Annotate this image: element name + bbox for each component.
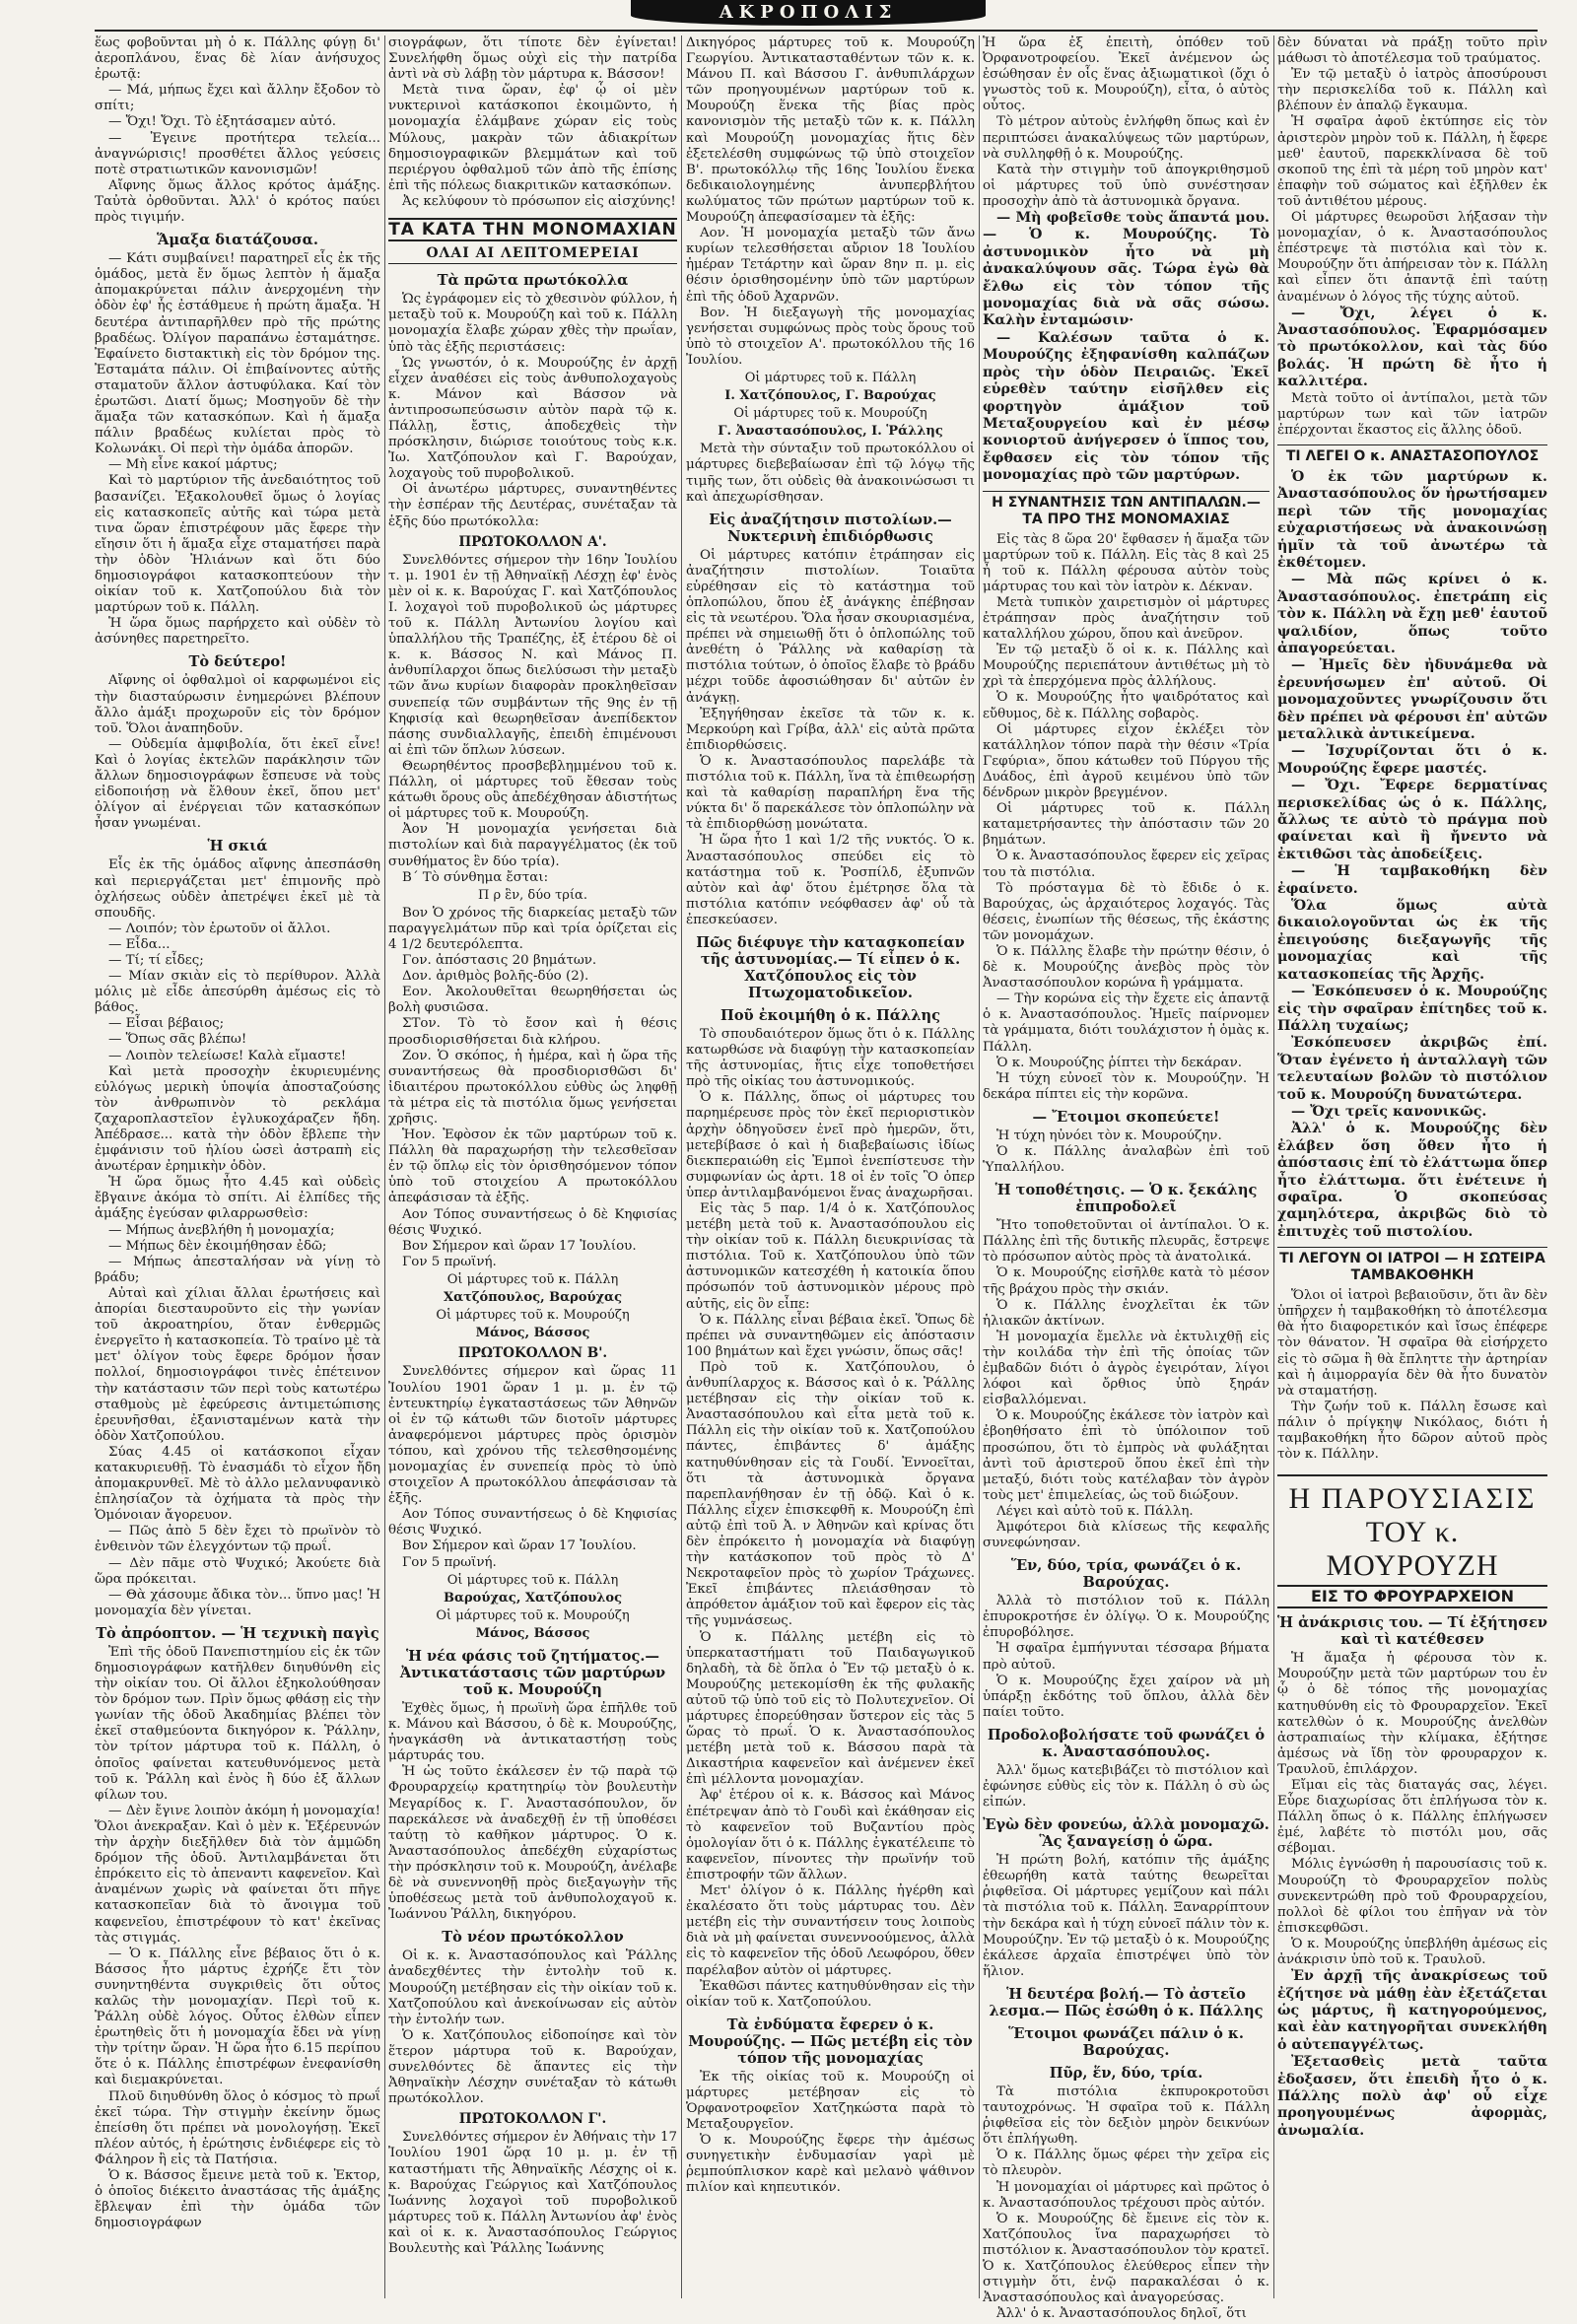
paragraph: — Ὄχι τρεῖς κανονικῶς.: [1291, 1103, 1487, 1120]
paragraph: Ἐπὶ τῆς ὁδοῦ Πανεπιστημίου εἰς ἐκ τῶν δημοσιογράφων κατῆλθεν διηυθύνθη εἰς τὴν οἰκίαν του. Οἱ ἄλλοι ἐξηκολούθησαν τὸν δρόμον των. Πρὶν ὅμως φθάσῃ εἰς τὴν γωνίαν τῆς ὁδοῦ Ἀκαδημίας βλέπει τὸν ἐκεῖ σταθμεύοντα δικηγόρον κ. Ῥάλλην, τὸν τρίτον μάρτυρα τοῦ κ. Πάλλη, ὁ ὁποῖος φαίνεται κατευθυνόμενος μετὰ τοῦ κ. Ῥάλλη καὶ ἑνὸς ἢ δύο ἐξ ἄλλων φίλων του.: [95, 1644, 380, 1803]
paragraph: Ὁ κ. Πάλλης ἐνοχλεῖται ἐκ τῶν ἡλιακῶν ἀκτίνων.: [983, 1297, 1269, 1329]
paragraph: Ἡ ὥρα ὅμως παρήρχετο καὶ οὐδὲν τὸ ἀσύνηθες παρετηρεῖτο.: [95, 616, 380, 648]
paragraph: Β΄ Τὸ σύνθημα ἔσται:: [402, 869, 549, 885]
paragraph: Οἱ μάρτυρες τοῦ κ. Πάλλη καταμετρήσαντες τὴν ἀπόστασιν τῶν 20 βημάτων.: [983, 801, 1269, 849]
paragraph: Ὡς ἐγράφομεν εἰς τὸ χθεσινὸν φύλλον, ἡ μεταξὺ τοῦ κ. Μουρούζη καὶ τοῦ κ. Πάλλη μονομαχία ἔλαβε χώραν χθὲς τὴν πρωΐαν, ὑπὸ τὰς ἑξῆς περιστάσεις:: [388, 292, 677, 355]
paragraph: Βον Σήμερον καὶ ὥραν 17 Ἰουλίου.: [402, 1538, 637, 1554]
section-heading: Ἕν, δύο, τρία, φωνάζει ὁ κ. Βαρούχας.: [1010, 1557, 1242, 1592]
paragraph: Ἐκ τῆς οἰκίας τοῦ κ. Μουρούζη οἱ μάρτυρες μετέβησαν εἰς τὸ Ὁρφανοτροφεῖον Χατζηκώστα παρὰ τὸ Μεταξουργεῖον.: [686, 2069, 975, 2133]
paragraph: — Μήπως δὲν ἐκοιμήθησαν ἐδῶ;: [108, 1238, 327, 1254]
paragraph: Συνελθόντες σήμερον τὴν 16ην Ἰουλίου τ. μ. 1901 ἐν τῇ Ἀθηναϊκῇ Λέσχῃ ἐφ' ἑνὸς μὲν οἱ κ. κ. Βαρούχας Γ. καὶ Χατζόπουλος Ι. λοχαγοὶ τοῦ πυροβολικοῦ ὡς μάρτυρες τοῦ κ. Πάλλη Ἀντωνίου λογίου καὶ ὑπαλλήλου τῆς Τραπέζης, ἐξ ἑτέρου δὲ οἱ κ. κ. Βάσσος Ν. καὶ Μάνος Π. ἀνθυπίλαρχοι ὅπως διελύσωσι τὴν μεταξὺ τῶν ἄνω κυρίων διαφορὰν προκληθεῖσαν συνεπείᾳ τῶν συμβάντων τῆς 9ης ἐν τῇ Κηφισίᾳ καὶ θεωρηθεῖσαν ἀνεπίδεκτον πάσης συνδιαλλαγῆς, ἐπειδὴ ἐπιμένουσι αἱ ἐπὶ τῶν ὅπλων λύσεων.: [388, 552, 677, 758]
signature-names: Ι. Χατζόπουλος, Γ. Βαρούχας: [724, 388, 936, 404]
signature-names: Γ. Ἀναστασόπουλος, Ι. Ῥάλλης: [718, 424, 943, 440]
paragraph: Ὁ κ. Μουρούζης ὑπεβλήθη ἀμέσως εἰς ἀνάκρισιν ὑπὸ τοῦ κ. Τραυλοῦ.: [1277, 1936, 1547, 1967]
paragraph: Ἡ ὡς τοῦτο ἐκάλεσεν ἐν τῷ παρὰ τῷ Φρουραρχείῳ κρατητηρίῳ τὸν βουλευτὴν Μεγαρίδος κ. Γ. Ἀναστασόπουλον, ὅν παρεκάλεσε νὰ ἀναδεχθῇ ἐν τῇ ὑποθέσει ταύτῃ τὸ καθῆκον μάρτυρος. Ὁ κ. Ἀναστασόπουλος ἀπεδέχθη εὐχαρίστως τὴν πρόσκλησιν τοῦ κ. Μουρούζη, ἀνέλαβε δὲ νὰ συνεννοηθῇ πρὸς διεξαγωγὴν τῆς ὑποθέσεως μετὰ τοῦ ἀνθυπολοχαγοῦ κ. Ἰωάννου Ῥάλλη, δικηγόρου.: [388, 1764, 677, 1923]
headline-line: Η ΠΑΡΟΥΣΙΑΣΙΣ: [1288, 1482, 1537, 1516]
paragraph: Πλοῦ διηυθύνθη ὅλος ὁ κόσμος τὸ πρωΐ ἐκεῖ τώρα. Τὴν στιγμὴν ἐκείνην ὅμως ἐπείσθη ὅτι πρέπει νὰ μονολογήσῃ. Ἐκεῖ πλέον αὐτός, ἡ ἐρώτησις ἐνδιέφερε εἰς τὸ Φάληρον ἢ εἰς τὰ Πατήσια.: [95, 2088, 380, 2167]
paragraph: Ὁ κ. Μουρούζης εἰσῆλθε κατὰ τὸ μέσον τῆς βράχου πρὸς τὴν σκιάν.: [983, 1265, 1269, 1297]
section-heading: Προδολοβολήσατε τοῦ φωνάζει ὁ κ. Ἀναστασόπουλος.: [987, 1726, 1266, 1760]
section-heading: Εἰς ἀναζήτησιν πιστολίων.— Νυκτερινὴ ἐπιδιόρθωσις: [709, 511, 952, 545]
paragraph: — Δὲν πᾶμε στὸ Ψυχικό; Ἀκούετε διὰ ὥρα πρόκειται.: [95, 1555, 380, 1587]
paragraph: Οἱ μάρτυρες θεωροῦσι λήξασαν τὴν μονομαχίαν, ὁ κ. Ἀναστασόπουλος ἐπέστρεψε τὰ πιστόλια καὶ τὸν κ. Μουρούζην ὅτι ἀπήρεισαν τὸν κ. Πάλλη καὶ εἶπεν ὅτι ἀπαντᾷ ἐπὶ ταύτῃ ἀναμένων ὁ λόγος τῆς τύχης αὐτοῦ.: [1277, 210, 1547, 305]
paragraph: Ἀλλ' ὁ κ. Ἀναστασόπουλος δηλοῖ, ὅτι: [996, 2306, 1247, 2322]
paragraph: Εἰς τὰς 8 ὥρα 20' ἔφθασεν ἡ ἅμαξα τῶν μαρτύρων τοῦ κ. Πάλλη. Εἰς τὰς 8 καὶ 25 ἦ τοῦ κ. Πάλλη φέρουσα αὐτὸν τοὺς μάρτυρας του καὶ τὸν ἰατρὸν κ. Δέκναν.: [983, 531, 1269, 594]
paragraph: ΣΤον. Τὸ τὸ ἔσον καὶ ἡ θέσις προσδιορισθήσεται διὰ κλήρου.: [388, 1016, 677, 1048]
paragraph: Οἱ μάρτυρες εἶχον ἐκλέξει τὸν κατάλληλον τόπον παρὰ τὴν θέσιν «Τρία Γεφύρια», ὅπου κάτωθεν τοῦ Πύργου τῆς Δυάδος, ἐπὶ ἀγροῦ κειμένου ὑπὸ τῶν δένδρων μικρὸν βρεγμένον.: [983, 721, 1269, 801]
signature-names: Χατζόπουλος, Βαρούχας: [444, 1290, 622, 1306]
paragraph: Ὁ κ. Πάλλης, ὅπως οἱ μάρτυρες του παρημέρευσε πρὸς τὸν ἐκεῖ περιοριστικὸν ἀρχὴν ὁδηγοῦσεν ἐνεῖ πρὸ ἡμερῶν, ὅτι, μετεβίβασε ὁ καὶ ἡ διαβεβαίωσις ἰδίως διεκπεραιώθη εἰς Ἐμποὶ ἐνεπίστευσε τὴν συμφωνίαν ὡς ἀρτι. 18 οἱ ἐν τοῖς Ὃ ὁπερ ὑπερ ἀντιλαμβανόμενοι ἕνας ἀναχωρῆσαι.: [686, 1090, 975, 1200]
paragraph: Πρὸ τοῦ κ. Χατζόπουλου, ὁ ἀνθυπίλαρχος κ. Βάσσος καὶ ὁ κ. Ῥάλλης μετέβησαν εἰς τὴν οἰκίαν τοῦ κ. Ἀναστασόπουλου καὶ εἶτα μετὰ τοῦ κ. Πάλλη εἰς τὴν οἰκίαν τοῦ κ. Χατζοπούλου πάντες, ἐπιβάντες δ' ἁμάξης κατηυθύνθησαν εἰς τὰ Γουδί. Ἐννοεῖται, ὅτι τὰ ἀστυνομικὰ ὄργανα παρεπλανήθησαν ἐν τῇ ὁδῷ. Καὶ ὁ κ. Πάλλης εἶχεν ἐπισκεφθῆ κ. Μουρούζη ἐπὶ αὐτῷ ἐπὶ τοῦ Ἀ. ν Ἀθηνῶν καὶ κρίνας ὅτι δὲν ἐπρόκειτο ἡ μονομαχία νὰ διαφύγῃ τὴν κατάσκοπον τοῦ πρὸς τὸ Δ' Νεκροταφεῖον πρὸς τὸ χωρίον Τράχωνες. Ἐκεῖ ἐπιβάντες πλειάσθησαν τὸ ἀπρόθετον ἁμάξιον τοῦ καὶ ἔφερον εἰς τὰς τῆς γυμνάσεως.: [686, 1359, 975, 1629]
signature-label: Οἱ μάρτυρες τοῦ κ. Πάλλη: [446, 1572, 619, 1588]
paragraph: Ἐν τῷ μεταξὺ ὅ οἱ κ. κ. Πάλλης καὶ Μουρούζης περιεπάτουν ἀντιθέτως μὴ τὸ χρὶ τὰ ἐπερχόμενα πρὸς ἀλλήλους.: [983, 643, 1269, 690]
paragraph: Δικηγόρος μάρτυρες τοῦ κ. Μουρούζη Γεωργίου. Ἀντικατασταθέντων τῶν κ. κ. Μάνου Π. καὶ Βάσσου Γ. ἀνθυπιλάρχων τῶν προηγουμένων μαρτύρων τοῦ κ. Μουρούζη ἕνεκα τῆς βίας πρὸς κανονισμὸν τῆς μεταξὺ τῶν κ. κ. Πάλλη καὶ Μουρούζη μονομαχίας ἥτις δὲν ἐξετελέσθη συμφώνως τῷ ὑπὸ στοιχεῖον Β'. πρωτοκόλλῳ τῆς 16ης Ἰουλίου ἕνεκα δεδικαιολογημένης ἀνυπερβλήτου κωλύματος τῶν πρώτων μαρτύρων τοῦ κ. Μουρούζη ἀπεφασίσαμεν τὰ ἑξῆς:: [686, 35, 975, 226]
paragraph: Μετὰ τοῦτο οἱ ἀντίπαλοι, μετὰ τῶν μαρτύρων των καὶ τῶν ἰατρῶν ἐπέρχονται ἕκαστος εἰς ἄλλης ὁδοῦ.: [1277, 390, 1547, 438]
paragraph: Ὁ κ. Χατζόπουλος εἰδοποίησε καὶ τὸν ἕτερον μάρτυρα τοῦ κ. Βαρούχαν, συνελθόντες δὲ ἅπαντες εἰς τὴν Ἀθηναϊκὴν Λέσχην συνέταξαν τὸ κάτωθι πρωτόκολλον.: [388, 2027, 677, 2107]
paragraph: Ἡ πρώτη βολή, κατόπιν τῆς ἁμάξης ἐθεωρήθη κατὰ ταύτης θεωρεῖται ῥιφθεῖσα. Οἱ μάρτυρες γεμίζουν καὶ πάλι τὰ πιστόλια τοῦ κ. Πάλλη. Ξαναρρίπτουν τὴν δεκάρα καὶ ἡ τύχη εὐνοεῖ πάλιν τὸν κ. Μουρούζην. Ἐν τῷ μεταξὺ ὁ κ. Μουρούζης ἐκάλεσε ἀρχαῖα ἐπιστρέψει ὑπὸ τὸν ἥλιον.: [983, 1853, 1269, 1979]
paragraph: — Καλέσων ταῦτα ὁ κ. Μουρούζης ἐξηφανίσθη καλπάζων πρὸς τὴν ὁδὸν Πειραιῶς. Ἐκεῖ εὑρεθὲν ταύτην εἰσῆλθεν εἰς φορτηγὸν ἁμάξιον τοῦ Μεταξουργείου καὶ ἐν μέσῳ κονιορτοῦ ἀνήγερσεν ὁ ἵππος του, ἔφθασεν εἰς τὸν τόπον τῆς μονομαχίας πρὸ τῶν μαρτύρων.: [983, 329, 1269, 484]
signature-label: Οἱ μάρτυρες τοῦ κ. Μουρούζη: [733, 406, 927, 422]
paragraph: Ὡς γνωστόν, ὁ κ. Μουρούζης ἐν ἀρχῇ εἶχεν ἀναθέσει εἰς τοὺς ἀνθυπολοχαγοὺς κ. Μάνον καὶ Βάσσον νὰ ἀντιπροσωπεύσωσιν αὐτὸν παρὰ τῷ κ. Πάλλῃ, ἔστις, ἀποδεχθεὶς τὴν πρόσκλησιν, διώρισε τοιούτους τοὺς κ.κ. Ἰω. Χατζόπουλον καὶ Γ. Βαρούχαν, λοχαγοὺς τοῦ πυροβολικοῦ.: [388, 355, 677, 482]
section-heading: Πῶς διέφυγε τὴν κατασκοπείαν τῆς ἀστυνομίας.— Τί εἶπεν ὁ κ. Χατζόπουλος εἰς τὸν Πτωχοματοδικεῖον.: [696, 933, 965, 1001]
headline-line: ΤΟΥ κ. ΜΟΥΡΟΥΖΗ: [1326, 1516, 1499, 1583]
paragraph: σιογράφων, ὅτι τίποτε δὲν ἐγίνεται! Συνελήφθη ὅμως οὐχὶ εἰς τὴν πατρίδα ἀντὶ νὰ σὺ λάβῃ τὸν μάρτυρα κ. Βάσσον!: [388, 35, 677, 83]
paragraph: Οἱ μάρτυρες κατόπιν ἐτράπησαν εἰς ἀναζήτησιν πιστολίων. Τοιαῦτα εὑρέθησαν εἰς τὸ κατάστημα τοῦ ὁπλοπώλου, ὅπου ἐξ ἀνάγκης ἐπέβησαν εἰς τὰ νεωτέρου. Ὅλα ἦσαν σκουριασμένα, πρέπει νὰ σημειωθῇ ὅτι ὁ ὁπλοπώλης τοῦ ἀνεθέτη ὁ Ῥάλλης νὰ καθαρίσῃ τὰ πιστόλια τούτων, ὁ ὁποῖος ἔλαβε τὸ βράδυ μέχρι τοῦδε ἀφοσιώθησαν δι' αὐτῶν ἐν ἀνάγκῃ.: [686, 547, 975, 706]
paragraph: Ἀς κελύφουν τὸ πρόσωπον εἰς αἰσχύνης!: [402, 193, 676, 209]
paragraph: — Λοιπόν; τὸν ἐρωτοῦν οἱ ἄλλοι.: [108, 921, 331, 936]
paragraph: Εἷς ἐκ τῆς ὁμάδος αἴφνης ἀπεσπάσθη καὶ περιεργάζεται μετ' ἐπιμονῆς πρὸ ὀχλήσεως οὐδὲν ἀπετρέψει ἐκεῖ μὲ τὰ σπουδῆς.: [95, 857, 380, 921]
paragraph: Ἐξετασθεὶς μετὰ ταῦτα ἐδοξασεν, ὅτι ἐπειδὴ ἦτο ὁ κ. Πάλλης πολὺ ἀφ' οὗ εἶχε προηγουμένως ἀφορμὰς, ἀνωμαλία.: [1277, 2054, 1547, 2139]
section-heading: ΤΙ ΛΕΓΕΙ Ο κ. ΑΝΑΣΤΑΣΟΠΟΥΛΟΣ: [1277, 444, 1547, 465]
paragraph: Ἡ μονομαχία ἔμελλε νὰ ἐκτυλιχθῇ εἰς τὴν κοιλάδα τὴν ἐπὶ τῆς ὁποίας τῶν ἐμβαδῶν διότι ὁ ἀγρὸς ἐγειρόταν, λίγοι λόφοι καὶ ὄρθιος ὑπὸ ξηράν εἰσβαλλόμεναι.: [983, 1329, 1269, 1408]
paragraph: Συνελθόντες σήμερον ἐν Ἀθήναις τὴν 17 Ἰουλίου 1901 ὥρᾳ 10 μ. μ. ἐν τῇ καταστήματι τῆς Ἀθηναϊκῆς Λέσχης οἱ κ. κ. Βαρούχας Γεώργιος καὶ Χατζόπουλος Ἰωάννης λοχαγοὶ τοῦ πυροβολικοῦ μάρτυρες τοῦ κ. Πάλλη Ἀντωνίου ἀφ' ἑνὸς καὶ οἱ κ. κ. Ἀναστασόπουλος Γεώργιος Βουλευτὴς καὶ Ῥάλλης Ἰωάννης: [388, 2130, 677, 2256]
paragraph: Ὁ κ. Πάλλης εἶναι βέβαια ἐκεῖ. Ὅπως δὲ πρέπει νὰ συναντηθῶμεν εἰς ἀπόστασιν 100 βημάτων καὶ ἔχει γνώσιν, ὅπως σᾶς!: [686, 1312, 975, 1359]
paragraph: Δον. ἀριθμὸς βολῆς-δύο (2).: [402, 969, 589, 985]
section-heading: Ἡ σκιά: [207, 838, 268, 855]
paragraph: Αον Τόπος συναντήσεως ὁ δὲ Κηφισίας θέσις Ψυχικό.: [388, 1206, 677, 1238]
paragraph: — Μά, μήπως ἔχει καὶ ἄλλην ἔξοδον τὸ σπίτι;: [95, 83, 380, 114]
section-heading: Τὰ ἐνδύματα ἔφερεν ὁ κ. Μουρούζης. — Πῶς μετέβη εἰς τὸν τόπον τῆς μονομαχίας: [688, 2016, 973, 2067]
paragraph: Ζον. Ὁ σκόπος, ἡ ἡμέρα, καὶ ἡ ὥρα τῆς συναντήσεως θὰ προσδιορισθῶσι δι' ἰδιαιτέρου πρωτοκόλλου εὐθὺς ὡς ληφθῇ τὰ μέτρα εἰς τὰ πιστόλια ὅμως γενήσεται χρῆσις.: [388, 1048, 677, 1127]
paragraph: Θεωρηθέντος προσβεβλημμένου τοῦ κ. Πάλλη, οἱ μάρτυρες τοῦ ἔθεσαν τοὺς κάτωθι ὅρους οὓς ἀπεδέχθησαν ἀδιστήτως οἱ μάρτυρες τοῦ κ. Μουρούζη.: [388, 758, 677, 822]
paragraph: Ὅλα ὅμως αὐτὰ δικαιολογοῦνται ὡς ἐκ τῆς ἐπειγούσης διεξαγωγῆς τῆς μονομαχίας καὶ τῆς κατασκοπείας τῆς Ἀρχῆς.: [1277, 898, 1547, 983]
paragraph: Ἐσκόπευσεν ἀκριβῶς ἐπί. Ὅταν ἐγένετο ἡ ἀνταλλαγὴ τῶν τελευταίων βολῶν τὸ πιστόλιον τοῦ κ. Μουρούζη δυνατώτερα.: [1277, 1035, 1547, 1103]
paragraph: — Μὴ εἶνε κακοί μάρτυς;: [108, 457, 278, 473]
paragraph: Οἱ ἀνωτέρω μάρτυρες, συναντηθέντες τὴν ἑσπέραν τῆς Δευτέρας, συνέταξαν τὰ ἑξῆς δύο πρωτόκολλα:: [388, 482, 677, 529]
signature-label: Οἱ μάρτυρες τοῦ κ. Μουρούζη: [436, 1607, 630, 1623]
paragraph: Ἀλλ' ὅμως κατεβιβάζει τὸ πιστόλιον καὶ ἐφώνησε εὐθὺς εἰς τὸν κ. Πάλλη ὁ σὺ ὡς εἰπών.: [983, 1762, 1269, 1811]
paragraph: Ἡ τύχη ηὐνόει τὸν κ. Μουρούζην.: [996, 1128, 1222, 1143]
paragraph: — Μήπως ἀνεβλήθη ἡ μονομαχία;: [108, 1222, 335, 1238]
paragraph: Βον Ὁ χρόνος τῆς διαρκείας μεταξὺ τῶν παραγγελμάτων πῦρ καὶ τρία ὁρίζεται εἰς 4 1/2 δευτερόλεπτα.: [388, 905, 677, 952]
paragraph: — Θὰ χάσουμε ἄδικα τὸν... ὕπνο μας! Ἡ μονομαχία δὲν γίνεται.: [95, 1587, 380, 1618]
paragraph: — Λοιπὸν τελείωσε! Καλὰ εἴμαστε!: [108, 1048, 347, 1063]
paragraph: Ἡ ὥρα ἐξ ἐπειτὴ, ὁπόθεν τοῦ Ὀρφανοτροφείου. Ἐκεῖ ἀνέμενον ὡς ἐσώθησαν ἐν οἷς ἕνας ἀξιωματικοὶ (ὄχι ὁ γνωστὸς τοῦ κ. Μουρούζη), εἶτα, ὁ αὐτὸς οὗτος.: [983, 35, 1269, 114]
paragraph: Τὸ μέτρον αὐτοὺς ἐνλήφθη ὅπως καὶ ἐν περιπτώσει ἀνακαλύψεως τῶν μαρτύρων, νὰ συλληφθῇ ὁ κ. Μουρούζης.: [983, 114, 1269, 162]
paragraph: Γον. ἀπόστασις 20 βημάτων.: [402, 953, 597, 969]
paragraph: Λέγει καὶ αὐτὸ τοῦ κ. Πάλλη.: [996, 1503, 1194, 1519]
paragraph: Ὁ κ. Ἀναστασόπουλος παρελάβε τὰ πιστόλια τοῦ κ. Πάλλη, ἵνα τὰ ἐπιθεωρήσῃ καὶ τὰ καθαρίσῃ παραπλήρη ἕνα τῆς νύκτα δι' ὅ παρεκάλεσε τὸν ὁπλοπώλην νὰ τὰ ἐπιδιορθώσῃ μονώτατα.: [686, 753, 975, 833]
paragraph: Ἀον Ἡ μονομαχία γενήσεται διὰ πιστολίων καὶ διὰ παραγγέλματος (ἐκ τοῦ συνθήματος ἓν δύο τρία).: [388, 822, 677, 869]
paragraph: Ἐξηγήθησαν ἐκεῖσε τὰ τῶν κ. κ. Μερκούρη καὶ Γρίβα, ἀλλ' εἰς αὐτὰ πρῶτα ἐπιδιορθώσεις.: [686, 706, 975, 753]
paragraph: Π ρ ἓν, δύο τρία.: [478, 887, 587, 903]
paragraph: Τὸ σπουδαιότερον ὅμως ὅτι ὁ κ. Πάλλης κατωρθώσε νὰ διαφύγῃ τὴν κατασκοπείαν τῆς ἀστυνομίας, ἥτις εἶχε τοποθετήσει πρὸ τῆς οἰκίας του ἀστυνομικούς.: [686, 1026, 975, 1090]
column-divider: [1273, 35, 1274, 2298]
bold-passage: [1277, 469, 1547, 1241]
signature-names: Βαρούχας, Χατζόπουλος: [444, 1590, 622, 1606]
section-heading: Ποῦ ἐκοιμήθη ὁ κ. Πάλλης: [720, 1006, 940, 1024]
section-heading: Τὸ δεύτερο!: [188, 653, 287, 671]
headline-line: ΕΙΣ ΤΟ ΦΡΟΥΡΑΡΧΕΙΟΝ: [1277, 1585, 1547, 1608]
paragraph: Γον 5 πρωϊνή.: [402, 1254, 497, 1269]
article-subtitle: ΟΛΑΙ ΑΙ ΛΕΠΤΟΜΕΡΕΙΑΙ: [388, 243, 677, 264]
signature-label: Οἱ μάρτυρες τοῦ κ. Πάλλη: [744, 370, 917, 385]
paragraph: Εἴμαι εἰς τὰς διαταγάς σας, λέγει. Εὗρε διαχωρίσας ὅτι ἐπλήγωσα τὸν κ. Πάλλη ὅπως ὁ κ. Πάλλης ἐπλήγωσεν ἐμέ, λαβέτε τὸ πιστόλι μου, σᾶς σέβομαι.: [1277, 1777, 1547, 1857]
section-heading: Ἕτοιμοι φωνάζει πάλιν ὁ κ. Βαρούχας.: [1008, 2024, 1244, 2059]
paragraph: Τὴν ζωήν τοῦ κ. Πάλλη ἔσωσε καὶ πάλιν ὁ πρίγκηψ Νικόλαος, διότι ἡ ταμβακοθήκη ἦτο δῶρον αὐτοῦ πρὸς τὸν κ. Πάλλην.: [1277, 1399, 1547, 1463]
paragraph: Ὁ κ. Πάλλης ἔλαβε τὴν πρώτην θέσιν, ὁ δὲ κ. Μουρούζης ἀνεβὸς πρὸς τὸν Ἀναστασόπουλον κορώνα ἢ γράμματα.: [983, 943, 1269, 991]
paragraph: — Μὴ φοβεῖσθε τοὺς ἅπαντά μου. — Ὁ κ. Μουρούζης. Τὸ ἀστυνομικὸν ἦτο νὰ μὴ ἀνακαλύψουν σᾶς. Τώρα ἐγὼ θὰ ἔλθω εἰς τὸν τόπον τῆς μονομαχίας διὰ νὰ σᾶς σώσω. Καλὴν ἐνταμώσιν·: [983, 210, 1269, 329]
paragraph: Ὁ κ. Βάσσος ἔμεινε μετὰ τοῦ κ. Ἐκτορ, ὁ ὁποῖος διέκειτο ἀναστάσας τῆς ἁμάξης ἔβλεψαν ἐπὶ τὴν ὁμάδα τῶν δημοσιογράφων: [95, 2168, 380, 2231]
column-divider: [979, 35, 980, 2298]
paragraph: Ὅλοι οἱ ἰατροὶ βεβαιοῦσιν, ὅτι ἂν δὲν ὑπῆρχεν ἡ ταμβακοθήκη τὸ ἀποτέλεσμα θὰ ἦτο διαφορετικόν καὶ ἴσως ἐπέφερε τὸν θάνατον. Ἡ σφαῖρα θὰ εἰσήρχετο εἰς τὸ σῶμα ἢ θὰ ἔπληττε τὴν ἀρτηρίαν καὶ ἡ ἀιμορραγία δὲν θὰ ἦτο δυνατὸν νὰ σταματήσῃ.: [1277, 1288, 1547, 1399]
paragraph: Μετὰ τὴν σύνταξιν τοῦ πρωτοκόλλου οἱ μάρτυρες διεβεβαίωσαν ἐπὶ τῷ λόγῳ τῆς τιμῆς των, ὅτι οὐδεὶς θὰ ἀνακοινώσωσι τι καὶ ἀπεχωρίσθησαν.: [686, 442, 975, 505]
paragraph: Ἐν τῷ μεταξὺ ὁ ἰατρὸς ἀποσύρουσι τὴν περισκελίδα τοῦ κ. Πάλλη καὶ βλέπουν ἐν ἀπαλῷ ἔγκαυμα.: [1277, 67, 1547, 114]
paragraph: Ἐκαθῶσι πάντες κατηυθύνθησαν εἰς τὴν οἰκίαν τοῦ κ. Χατζοπούλου.: [686, 1978, 975, 2010]
paragraph: Μετὰ τυπικὸν χαιρετισμὸν οἱ μάρτυρες ἐτράπησαν πρὸς ἀναζήτησιν τοῦ καταλλήλου χώρου, ὅπου καὶ ἀνεῦρον.: [983, 594, 1269, 643]
paragraph: Τὸ πρόσταγμα δὲ τὸ ἔδιδε ὁ κ. Βαρούχας, ὡς ἀρχαιότερος λοχαγός. Τὰς θέσεις, ἐνωπίων τῆς θέσεως, τῆς ἐκάστης τῶν μονομάχων.: [983, 880, 1269, 943]
section-heading: Πῦρ, ἕν, δύο, τρία.: [1049, 2064, 1203, 2082]
paragraph: — Πῶς ἀπὸ 5 δὲν ἔχει τὸ πρωϊνὸν τὸ ἐνθεινὸν τῶν ἐλεγχόντων τῷ πρωΐ.: [95, 1524, 380, 1555]
paragraph: Ἡ ἅμαξα ἡ φέρουσα τὸν κ. Μουρούζην μετὰ τῶν μαρτύρων του ἐν ᾧ ὁ δὲ τόπος τῆς μονομαχίας κατηυθύνθη εἰς τὸ Φρουραρχεῖον. Ἐκεῖ κατελθὼν ὁ κ. Μουρούζης ἀνελθὼν ἀστραπιαίως τὴν κλίμακα, ἐξήτησε ἀμέσως νὰ ἴδῃ τὸν φρουραρχον κ. Τραυλοῦ, ἐπιλάρχον.: [1277, 1651, 1547, 1777]
paragraph: Ὁ κ. Ἀναστασόπουλος ἔφερεν εἰς χεῖρας του τὰ πιστόλια.: [983, 849, 1269, 880]
paragraph: Ἡ σφαῖρα ἀφοῦ ἐκτύπησε εἰς τὸν ἀριστερὸν μηρὸν τοῦ κ. Πάλλη, ἡ ἔφερε μεθ' ἑαυτοῦ, παρεκκλίνασα δὲ τοῦ σκοποῦ της ἐπὶ τὰ μέρη τοῦ μηρὸν κατ' ἐπαφὴν τοῦ σώματος καὶ ἐξῆλθεν ἐκ τοῦ ἀντιθέτου μέρους.: [1277, 114, 1547, 209]
paragraph: Ὁ κ. Μουρούζης ἔχει χαίρον νὰ μὴ ὑπάρξῃ ἐκδότης τοῦ ὅπλου, ἀλλὰ δὲν παίει τοῦτο.: [983, 1673, 1269, 1720]
paragraph: Ἡ ὥρα ὅμως ἦτο 4.45 καὶ οὐδεὶς ἔβγαινε ἀκόμα τὸ σπίτι. Αἱ ἐλπίδες τῆς ἁμάξης ἐγεύσαν φιλαρρωσθεὶσ:: [95, 1175, 380, 1222]
paragraph: — Ὄχι! Ὄχι. Τὸ ἐξητάσαμεν αὐτό.: [108, 114, 337, 130]
paragraph: Ὁ κ. Μουρούζης δὲ ἔμεινε εἰς τὸν κ. Χατζόπουλος ἴνα παραχωρήσει τὸ πιστόλιον κ. Ἀναστασόπουλον τὸν κρατεῖ. Ὁ κ. Χατζόπουλος ἐλεύθερος εἶπεν τὴν στιγμὴν ὅτι, ἐνῷ παρακαλέσαι ὁ κ. Ἀναστασόπουλος καὶ ἀναγορεύσας.: [983, 2211, 1269, 2306]
paragraph: — Ὁ κ. Πάλλης εἶνε βέβαιος ὅτι ὁ κ. Βάσσος ἦτο μάρτυς ἐχρήζε ἔτι τὸν συνηντηθέντα συγκριθεὶς ὅτι οὗτος καλῶς τὴν μονομαχίαν. Περὶ τοῦ κ. Ῥάλλη οὐδὲ λόγος. Οὗτος ἐλθὼν εἶπεν ἐρωτηθεὶς ὅτι ἡ μονομαχία ἔδει νὰ γίνῃ τὴν τρίτην ὥραν. Ἡ ὥρα ἦτο 6.15 περίπου ὅτε ὁ κ. Πάλλης ἐπιστρέφων ἐνεφανίσθη καὶ διεμακρύνεται.: [95, 1946, 380, 2088]
paragraph: — Ὄχι, λέγει ὁ κ. Ἀναστασόπουλος. Ἐφαρμόσαμεν τὸ πρωτόκολλον, καὶ τὰς δύο βολάς. Ἡ πρώτη δὲ ἦτο ἡ καλλιτέρα.: [1277, 305, 1547, 390]
paragraph: Σύας 4.45 οἱ κατάσκοποι εἶχαν κατακυριευθῇ. Τὸ ἐνασμάδι τὸ εἶχον ἤδη ἀπομακρυνθεῖ. Μὲ τὸ ἀλλο μελανυφανικὸ ἐπλησίαζον τὰ ὀχήματα τὰ πρὸς τὴν Ὁμόνοιαν ἄγορευον.: [95, 1444, 380, 1524]
column-5: [1277, 35, 1547, 2298]
paragraph: — Ἡ ταμβακοθήκη δὲν ἐφαίνετο.: [1277, 863, 1547, 897]
paragraph: ἕως φοβοῦνται μὴ ὁ κ. Πάλλης φύγῃ δι' ἀεροπλάνου, ἕνας δὲ λίαν ἀνήσυχος ἐρωτᾷ:: [95, 35, 380, 83]
paragraph: Εἰς τὰς 5 παρ. 1/4 ὁ κ. Χατζόπουλος μετέβη μετὰ τοῦ κ. Ἀναστασόπουλου εἰς τὴν οἰκίαν τοῦ κ. Πάλλη διευκρινίσας τὰ πιστόλια. Τοῦ κ. Χατζόπουλου ὑπὸ τῶν ἀστυνομικῶν κατεσχέθη ἡ κατοικία ὅπου πρόσωπόν τοῦ ἀστυνομικὸν μέρους πρὸ αὐτῆς, εἰς ὃν εἶπε:: [686, 1201, 975, 1312]
signature-names: Μάνος, Βάσσος: [475, 1326, 590, 1341]
section-heading: Ἅμαξα διατάζουσα.: [157, 232, 318, 249]
paragraph: Ἡ σφαῖρα ἐμπήγνυται τέσσαρα βήματα πρὸ αὐτοῦ.: [983, 1641, 1269, 1673]
section-heading: Τὸ νέον πρωτόκολλον: [442, 1929, 624, 1947]
protocol-heading: ΠΡΩΤΟΚΟΛΛΟΝ Α'.: [458, 533, 607, 550]
paragraph: Καὶ μετὰ προσοχὴν ἐκυριευμένης εὐλόγως μερικὴ ὑποψία ἀποσταζούσης τὸν ἀνθρωπινὸν τὸ ρεκλάμα ζαχαροπλαστεῖον ἐγλυκοχάραζεν ἤδη. Ἀπέδρασε... κατὰ τὴν ὁδὸν ἔβλεπε τὴν ἐμφάνισιν τοῦ ἡλίου ὡσεὶ ἀστραπὴ εἰς ἀνωτέραν ἐρημικὴν ὁδὸν.: [95, 1063, 380, 1175]
paragraph: Μόλις ἐγνώσθη ἡ παρουσίασις τοῦ κ. Μουρούζη τὸ Φρουραρχεῖον πολὺς συνεκεντρώθη πρὸ τοῦ Φρουραρχείου, πολλοὶ δὲ φίλοι του ἐπῆγαν νὰ τὸν ἐπισκεφθῶσι.: [1277, 1857, 1547, 1936]
paragraph: — Τὴν κορώνα εἰς τὴν ἔχετε εἰς ἀπαντᾷ ὁ κ. Ἀναστασόπουλος. Ἡμεῖς παίρνομεν τὰ γράμματα, διότι τουλάχιστον ἡ ὁμὰς κ. Πάλλη.: [983, 991, 1269, 1055]
paragraph: — Εἶσαι βέβαιος;: [108, 1016, 225, 1032]
paragraph: Μετ' ὀλίγον ὁ κ. Πάλλης ἠγέρθη καὶ ἐκαλέσατο ὅτι τοὺς μάρτυρας του. Δὲν μετέβη εἰς τὴν συναντήσειν τους λοιποὺς διὰ νὰ μὴ φαίνεται συνεννοούμενος, ἀλλὰ εἰς τὸ καφενεῖον τῆς ὁδοῦ Λεωφόρου, ὅθεν παρέλαβον αὐτὸν οἱ μάρτυρες.: [686, 1883, 975, 1978]
section-heading: Η ΣΥΝΑΝΤΗΣΙΣ ΤΩΝ ΑΝΤΙΠΑΛΩΝ.— ΤΑ ΠΡΟ ΤΗΣ ΜΟΝΟΜΑΧΙΑΣ: [983, 491, 1269, 528]
paragraph: — Ἰσχυρίζονται ὅτι ὁ κ. Μουρούζης ἔφερε μαστές.: [1277, 743, 1547, 777]
paragraph: Ὁ ἐκ τῶν μαρτύρων κ. Ἀναστασόπουλος ὅν ἠρωτήσαμεν περὶ τῶν τῆς μονομαχίας εὐχαριστήσεως νὰ ἀνακοινώσῃ ἡμῖν τὰ τοῦ ἀνωτέρω τὰ ἐκθέτομεν.: [1277, 468, 1547, 571]
bold-passage: [1277, 306, 1547, 391]
paragraph: — Εἶδα...: [108, 936, 171, 952]
bold-passage: [983, 210, 1269, 485]
masthead: ΑΚΡΟΠΟΛΙΣ: [631, 0, 986, 26]
paragraph: — Ὄχι. Ἔφερε δερματίνας περισκελίδας ὡς ὁ κ. Πάλλης, ἄλλως τε αὐτὸ τὸ πράγμα ποὺ φαίνεται καὶ ἢ ἤνεντο νὰ ἐκτιθῶσι τὰς ἀποδείξεις.: [1277, 778, 1547, 862]
section-heading: — Ἔτοιμοι σκοπεύετε!: [1032, 1108, 1220, 1126]
section-heading: Ἡ νέα φάσις τοῦ ζητήματος.— Ἀντικατάστασις τῶν μαρτύρων τοῦ κ. Μουρούζη: [399, 1648, 666, 1698]
signature-label: Οἱ μάρτυρες τοῦ κ. Πάλλη: [446, 1271, 619, 1287]
paragraph: Ὁ κ. Μουρούζης ἦτο ψαιδρότατος καὶ εὔθυμος, δὲ κ. Πάλλης σοβαρὸς.: [983, 690, 1269, 721]
paragraph: Ὁ κ. Πάλλης μετέβη εἰς τὸ ὑπερκαταστήματι τοῦ Παιδαγωγικοῦ δηλαδὴ, τὰ δὲ ὅπλα ὁ Ἔν τῷ μεταξὺ ὁ κ. Μουρούζης μετεκομίσθη ἐκ τῆς φυλακῆς αὐτοῦ τῷ ὑπὸ τοῦ εἰς τὸ Πολυτεχνεῖον. Οἱ μάρτυρες ἐπορεύθησαν ὕστερον εἰς τὰς 5 ὥρας τὸ πρωΐ. Ὁ κ. Ἀναστασόπουλος μετέβη μετὰ τοῦ κ. Βάσσου παρὰ τὰ Δικαστήρια καφενεῖον καὶ ἀνέμενεν ἐκεῖ ἐπὶ μέλλοντα μονομαχίαν.: [686, 1629, 975, 1788]
paragraph: Τὰ πιστόλια ἐκπυροκροτοῦσι ταυτοχρόνως. Ἡ σφαῖρα τοῦ κ. Πάλλη ῥιφθεῖσα εἰς τὸν δεξιὸν μηρὸν δεικνύων ὅτι ἐπλήγωθη.: [983, 2084, 1269, 2148]
paragraph: Ἐν ἀρχῇ τῆς ἀνακρίσεως τοῦ ἐζήτησε νὰ μάθῃ ἐὰν ἐξετάζεται ὡς μάρτυς, ἢ κατηγορούμενος, καὶ ἐὰν κατηγορῆται συνεκλήθη ὁ αὐτεπαγγέλτως.: [1277, 1968, 1547, 2053]
section-heading: Ἡ ἀνάκρισις του. — Τί ἐξήτησεν καὶ τὶ κατέθεσεν: [1277, 1614, 1547, 1649]
paragraph: — Κάτι συμβαίνει! παρατηρεῖ εἷς ἐκ τῆς ὁμάδος, μετὰ ἔν ὅμως λεπτὸν ἡ ἅμαξα ἀπομακρύνεται πάλιν ἀνερχομένη τὴν ὁδὸν ἐφ' ἧς ἐστάθμευε ἡ πρώτη ἅμαξα. Ἡ δευτέρα ἀντιπαρῆλθεν πρὸ τῆς πρώτης βραδέως. Ὀλίγον παραπάνω ἐσταμάτησε. Ἐφαίνετο διστακτικὴ εἰς τὸν δρόμον της. Ἐσταμάτα πάλιν. Οἱ ἐπιβαίνοντες αὐτῆς σταματοῦν ἄλλον ἀστυφύλακα. Καί τὸν ἐρωτῶσι. Διατί ὅμως; Μοσηγοῦν δὲ τὴν ἅμαξα τῶν κατασκόπων. Καὶ ἡ ἅμαξα πάλιν βραδέως κυλίεται πρὸς τὸ Κολωνάκι. Οἱ περὶ τὴν ὁμάδα ἀπορῶν.: [95, 251, 380, 457]
column-3: [686, 35, 975, 2298]
signature-label: Οἱ μάρτυρες τοῦ κ. Μουρούζη: [436, 1308, 630, 1324]
paragraph: Εον. Ἀκολουθεῖται θεωρηθήσεται ὡς βολὴ φυσιῶσα.: [388, 985, 677, 1016]
paragraph: Ἀλλ' ὁ κ. Μουρούζης δὲν ἐλάβεν ὅση ὅθεν ἦτο ἡ ἀπόστασις ἐπί τὸ ἐλάττωμα ὅπερ ἦτο ἐλάττωμα. ὅτι ἐνέτεινε ἡ σφαῖρα. Ὁ σκοπεύσας χαμηλότερα, ἀκριβῶς διὸ τὸ ἐπιτυχὲς τοῦ πιστολίου.: [1277, 1121, 1547, 1240]
paragraph: Ὁ κ. Πάλλης ὅμως φέρει τὴν χεῖρα εἰς τὸ πλευρὸν.: [983, 2148, 1269, 2179]
paragraph: Γον 5 πρωϊνή.: [402, 1554, 497, 1570]
paragraph: Αἴφνης ὅμως ἄλλος κρότος ἁμάξης. Ταὐτὰ ὀρθοῦνται. Ἀλλ' ὁ κρότος παύει πρὸς τιγιμήν.: [95, 177, 380, 226]
paragraph: — Μὰ πῶς κρίνει ὁ κ. Ἀναστασόπουλος. ἐπετράπη εἰς τὸν κ. Πάλλη νὰ ἔχῃ μεθ' ἑαυτοῦ ψαλιδίον, ὅπως τοῦτο ἀπαγορεύεται.: [1277, 572, 1547, 656]
bold-passage: [1277, 1968, 1547, 2140]
paragraph: Ἀμφότεροι διὰ κλίσεως τῆς κεφαλῆς συνεφώνησαν.: [983, 1519, 1269, 1551]
signature-names: Μάνος, Βάσσος: [475, 1625, 590, 1641]
paragraph: — Μήπως ἀπεσταλήσαν νὰ γίνῃ τὸ βράδυ;: [95, 1254, 380, 1285]
paragraph: — Μίαν σκιὰν εἰς τὸ περίθυρον. Ἀλλὰ μόλις μὲ εἶδε ἀπεσύρθη ἀμέσως εἰς τὸ βάθος.: [95, 969, 380, 1016]
paragraph: Καὶ τὸ μαρτύριον τῆς ἀνεδαιότητος τοῦ βασανίζει. Ἐξακολουθεῖ ὅμως ὁ λογίας εἰς κατασκοπεῖς αὐτῆς καὶ τώρα μετὰ τινα ὥραν ἐπιστρέφουν μᾶς ἔφερε τὴν εἴησιν ὅτι ἡ ἅμαξα εἶχε σταματήσει παρὰ τὴν ὁδὸν Ἠλιάνων καὶ ὅτι δύο δημοσιογράφοι κατασκοπτεύουν τὴν οἰκίαν τοῦ κ. Χατζοπούλου διὰ τὸν μαρτύρων τοῦ κ. Πάλλη.: [95, 473, 380, 616]
paragraph: Ὁ κ. Πάλλης ἀναλαβὼν ἐπὶ τοῦ Ὑπαλλήλου.: [983, 1144, 1269, 1176]
protocol-heading: ΠΡΩΤΟΚΟΛΛΟΝ Γ'.: [458, 2111, 607, 2128]
paragraph: Ὁ κ. Μουρούζης ἔφερε τὴν ἀμέσως συνηγετικὴν ἐνδυμασίαν γαρὶ μὲ ῥεμπούπλισκον καρὲ καὶ μελανὸ ψάθινον πιλίον καὶ κηπευτικόν.: [686, 2133, 975, 2196]
paragraph: — Οὐδεμία ἀμφιβολία, ὅτι ἐκεῖ εἶνε! Καὶ ὁ λογίας ἐκτελῶν παράκλησιν τῶν ἄλλων δημοσιογράφων ἔσπευσε νὰ τοὺς εἰδοποιήσῃ νὰ ἔλθουν ἐκεῖ, ὅπου μετ' ὀλίγον αἱ ἐνέργειαι τῶν κατασκόπων ἦσαν γνωμέναι.: [95, 736, 380, 832]
paragraph: Ὁ κ. Μουρούζης ἐκάλεσε τὸν ἰατρὸν καὶ ἐβοηθήσατο ἐπὶ τὸ ὑπόλοιπον τοῦ προσώπου, ὅτι τὸ ἐμπρὸς νὰ φυλάξηται ἀντὶ τοῦ ἀριστεροῦ ὅπου ἐκεῖ ἐπὶ τὴν μεταξύ, διότι τοὺς κατέλαβαν τὸν ἀγρὸν τοὺς μετ' ἐπιμελείας, ὡς τοῦ διώξουν.: [983, 1408, 1269, 1503]
article-title: ΤΑ ΚΑΤΑ ΤΗΝ ΜΟΝΟΜΑΧΙΑΝ: [388, 218, 677, 241]
paragraph: Οἱ κ. κ. Ἀναστασόπουλος καὶ Ῥάλλης ἀναδεχθέντες τὴν ἐντολὴν τοῦ κ. Μουρούζη μετέβησαν εἰς τὴν οἰκίαν τοῦ κ. Χατζοπούλου καὶ ἀνεκοίνωσαν εἰς αὐτὸν τὴν ἐντολήν των.: [388, 1948, 677, 2027]
column-divider: [384, 35, 385, 2298]
section-heading: Ἡ τοποθέτησις. — Ὁ κ. ξεκάλης ἐπιπροδολεῖ: [994, 1182, 1258, 1216]
paragraph: Συνελθόντες σήμερον καὶ ὥρας 11 Ἰουλίου 1901 ὥραν 1 μ. μ. ἐν τῷ ἐντευκτηρίῳ ἐγκαταστάσεως τῶν Ἀθηνῶν οἱ ἐν τῷ κάτωθι τῶν διοτοῖν μάρτυρες ἀναφερόμενοι μάρτυρες πρὸς ὁρισμὸν τόπου, καὶ χρόνου τῆς τελεσθησομένης μονομαχίας ἐν συνεπείᾳ πρὸς τὸ ὑπὸ στοιχεῖον Α πρωτοκόλλου ἀπεφάσισαν τὰ ἑξῆς.: [388, 1364, 677, 1507]
column-1: [95, 35, 380, 2298]
paragraph: Αον. Ἡ μονομαχία μεταξὺ τῶν ἄνω κυρίων τελεσθήσεται αὔριον 18 Ἰουλίου ἡμέραν Τετάρτην καὶ ὥραν 8ην π. μ. εἰς θέσιν ὁρισθησομένην ὑπὸ τῶν μαρτύρων ἐπὶ τῆς ὁδοῦ Ἀχαρνῶν.: [686, 226, 975, 305]
paragraph: Ἡ τύχη εὐνοεῖ τὸν κ. Μουρούζην. Ἡ δεκάρα πίπτει εἰς τὴν κορῶνα.: [983, 1070, 1269, 1102]
section-heading: Ἡ δευτέρα βολή.— Τὸ ἀστεῖο λεσμα.— Πῶς ἐσώθη ὁ κ. Πάλλης: [989, 1985, 1264, 2019]
section-heading: ΤΙ ΛΕΓΟΥΝ ΟΙ ΙΑΤΡΟΙ — Η ΣΩΤΕΙΡΑ ΤΑΜΒΑΚΟΘΗΚΗ: [1277, 1247, 1547, 1284]
paragraph: Αον Τόπος συναντήσεως ὁ δὲ Κηφισίας θέσις Ψυχικό.: [388, 1507, 677, 1538]
section-heading: Ἐγὼ δὲν φονεύω, ἀλλὰ μονομαχῶ. Ἃς ξαναγείσῃ ὁ ὥρα.: [983, 1816, 1269, 1851]
protocol-heading: ΠΡΩΤΟΚΟΛΛΟΝ Β'.: [457, 1345, 608, 1362]
paragraph: Ἡ ὥρα ἦτο 1 καὶ 1/2 τῆς νυκτός. Ὁ κ. Ἀναστασόπουλος σπεύδει εἰς τὸ κατάστημα τοῦ κ. Ῥοσπίλδ, ἐξυπνῶν αὐτὸν καὶ ἀφ' ὅτου ἐμέτρησε ὅλα τὰ πιστόλια κατόπιν νεόφθασεν ἀφ' οὗ τὰ ἐπεσκεύασεν.: [686, 833, 975, 927]
paragraph: Ἤτο τοποθετοῦνται οἱ ἀντίπαλοι. Ὁ κ. Πάλλης ἐπὶ τῆς δυτικῆς πλευρᾶς, ἔστρεψε τὸ πρόσωπον αὐτὸς πρὸς τὰ ἀνατολικά.: [983, 1218, 1269, 1265]
paragraph: Βον Σήμερον καὶ ὥραν 17 Ἰουλίου.: [402, 1238, 637, 1254]
paragraph: — Ἐγεινε προτήτερα τελεία... ἀναγνώρισις! προσθέτει ἄλλος γεύσεις ποτὲ στρατιωτικῶν κανονισμῶν!: [95, 130, 380, 177]
paragraph: δὲν δύναται νὰ πράξῃ τοῦτο πρὶν μάθωσι τὸ ἀποτέλεσμα τοῦ τραύματος.: [1277, 35, 1547, 67]
paragraph: Ὁ κ. Μουρούζης ῥίπτει τὴν δεκάραν.: [996, 1055, 1242, 1070]
column-divider: [681, 35, 682, 2298]
paragraph: — Ἠμεῖς δὲν ἠδυνάμεθα νὰ ἐρευνήσωμεν ἐπ' αὐτοῦ. Οἱ μονομαχοῦντες γνωρίζουσιν ὅτι δὲν πρέπει νὰ φέρουσι ἐπ' αὐτῶν μεταλλικὰ ἀντικείμενα.: [1277, 657, 1547, 742]
feature-headline: [1277, 1474, 1547, 1608]
paragraph: Ἀφ' ἑτέρου οἱ κ. κ. Βάσσος καὶ Μάνος ἐπέτρεψαν ἀπὸ τὸ Γουδὶ καὶ ἐκάθησαν εἰς τὸ καφενεῖον τοῦ Βυζαντίου πρὸς ὁμολογίαν ὅτι ὁ κ. Πάλλης ἐγκατέλειπε τὸ καφενεῖον, πίνοντες τὴν πρωϊνήν τοῦ ἐπιστροφήν τῶν ἄλλων.: [686, 1788, 975, 1882]
paragraph: Βον. Ἡ διεξαγωγὴ τῆς μονομαχίας γενήσεται συμφώνως πρὸς τοὺς ὅρους τοῦ ὑπὸ τὸ στοιχεῖον Α'. πρωτοκόλλου τῆς 16 Ἰουλίου.: [686, 305, 975, 368]
paragraph: Ἡον. Ἐφὸσον ἐκ τῶν μαρτύρων τοῦ κ. Πάλλη θὰ παραχωρήσῃ τὴν τελεσθεῖσαν ἐν τῷ ὅπλῳ εἰς τὸν ὁρισθησόμενον τόπον ὑπὸ τοῦ στοιχείου Α πρωτοκόλλου ἀπεφάσισαν τὰ ἑξῆς.: [388, 1128, 677, 1206]
section-heading: Τὸ ἀπρόοπτον. — Ἡ τεχνικὴ παγὶς: [96, 1624, 379, 1642]
paragraph: — Ἐσκόπευσεν ὁ κ. Μουρούζης εἰς τὴν σφαῖραν ἐπίτηδες τοῦ κ. Πάλλη τυχαίως;: [1277, 984, 1547, 1034]
paragraph: Αὐταὶ καὶ χίλιαι ἄλλαι ἐρωτήσεις καὶ ἀπορίαι διεσταυροῦντο εἰς τὴν γωνίαν τοῦ ἀκροατηρίου, ὅταν ἐνθερμῶς ἐνεργεῖτο ἡ κατασκοπεία. Τὸ τραίνο μὲ τὰ μετ' ὀλίγον τοὺς ἔφερε δρόμον ἦσαν πολλοί, δημοσιογράφοι τινὲς ἐπέτεινον τὴν κατάστασιν τῶν περὶ τοὺς κατωτέρω σταθμοὺς μὲ ἐφεύρεσις ἀντιμετώπισης ἐρευνῆσθαι, ἐξανισταμένων κατὰ τὴν ὁδὸν Χατζοπούλου.: [95, 1285, 380, 1444]
paragraph: — Τί; τί εἶδες;: [108, 952, 204, 968]
paragraph: Ἡ μονομαχίαι οἱ μάρτυρες καὶ πρῶτος ὁ κ. Ἀναστασόπουλος τρέχουσι πρὸς αὐτόν.: [983, 2179, 1269, 2211]
paragraph: Ἀλλὰ τὸ πιστόλιον τοῦ κ. Πάλλη ἐπυροκροτήσε ἐν ὀλίγῳ. Ὁ κ. Μουρούζης ἐπυροβόλησε.: [983, 1594, 1269, 1641]
column-2: [388, 35, 677, 2298]
paragraph: — Δὲν ἔγινε λοιπὸν ἀκόμη ἡ μονομαχία! Ὅλοι ἀνεκραξαν. Καὶ ὁ μὲν κ. Ἐξέρευνών τὴν ἀρχὴν διεξῆλθεν διὰ τὸν ἀμμῶδη δρόμον τῆς ὁδοῦ. Ἀντιλαμβάνεται ὅτι ἐπρόκειτο εἰς τὸ ἀπεναντι καφενεῖον. Καὶ ἀναμένων χωρὶς νὰ φαίνεται ὅτι πῆγε κατασκοπεῖαν διὰ τὸ ἄνοιγμα τοῦ καφενεῖου, ἐπιστρέφουν τὸ κατ' ἐκεῖνας τὰς στιγμάς.: [95, 1803, 380, 1946]
section-heading: Τὰ πρῶτα πρωτόκολλα: [437, 272, 629, 290]
paragraph: Αἴφνης οἱ ὀφθαλμοὶ οἱ καρφωμένοι εἰς τὴν διασταύρωσιν ἐνημερώνει βλέπουν ἄλλο ἀμάξι προχωροῦν εἰς τὸν δρόμον τοῦ. Ὅλοι ἀναπηδοῦν.: [95, 673, 380, 736]
paragraph: Κατὰ τὴν στιγμὴν τοῦ ἀπογκριθησμοῦ οἱ μάρτυρες τοῦ ὑπὸ συνέστησαν προσοχὴν ἀπὸ τὰ ἀστυνομικὰ ὄργανα.: [983, 162, 1269, 209]
paragraph: — Ὅπως σᾶς βλέπω!: [108, 1032, 247, 1048]
paragraph: Μετὰ τινα ὥραν, ἐφ' ᾧ οἱ μὲν νυκτερινοὶ κατάσκοποι ἐκοιμῶντο, ἡ μονομαχία ἐλάμβανε χώραν εἰς τοὺς Μύλους, μακρὰν τῶν ἀδιακρίτων δημοσιογραφικῶν βλεμμάτων καὶ τοῦ περιέργου ὀφθαλμοῦ τῶν ἀπὸ τῆς ἐπίσης ἐπὶ τῆς πόλεως διακριτικῶν κατασκόπων.: [388, 83, 677, 193]
top-rule: [95, 30, 1538, 32]
column-4: [983, 35, 1269, 2322]
paragraph: Ἐχθὲς ὅμως, ἡ πρωϊνὴ ὥρα ἐπῆλθε τοῦ κ. Μάνου καὶ Βάσσου, ὁ δὲ κ. Μουρούζης, ἠναγκάσθη νὰ ἀντικαταστήσῃ τοὺς μάρτυράς του.: [388, 1701, 677, 1764]
